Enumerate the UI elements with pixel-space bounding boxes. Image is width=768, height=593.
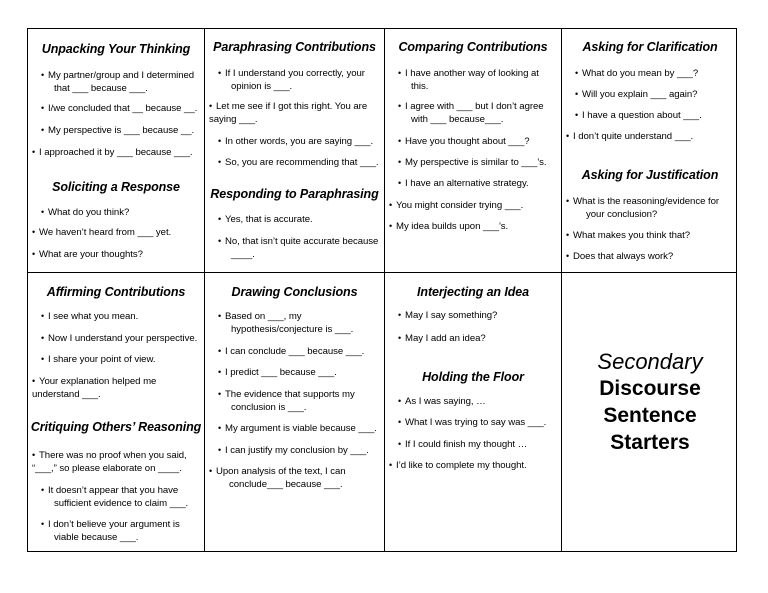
list-item: • My idea builds upon ___’s. bbox=[389, 221, 509, 232]
cell-unpacking-soliciting bbox=[28, 29, 204, 272]
cell-title bbox=[562, 273, 738, 553]
list-item: • My argument is viable because ___. bbox=[218, 423, 377, 434]
list-item: • I/we concluded that __ because __. bbox=[41, 103, 198, 114]
heading-paraphrasing-contributions: Paraphrasing Contributions bbox=[213, 40, 376, 54]
list-item: • As I was saying, … bbox=[398, 396, 486, 407]
list-item: • What is the reasoning/evidence for your conclusion? bbox=[566, 196, 720, 220]
list-item: • I have a question about ___. bbox=[575, 110, 702, 121]
list-item: • We haven’t heard from ___ yet. bbox=[32, 227, 172, 238]
list-item: • May I add an idea? bbox=[398, 333, 486, 344]
heading-unpacking-your-thinking: Unpacking Your Thinking bbox=[41, 42, 191, 56]
list-item: • It doesn’t appear that you have sufficient evidence to claim ___. bbox=[41, 485, 189, 509]
list-item: • I can conclude ___ because ___. bbox=[218, 346, 365, 357]
heading-affirming-contributions: Affirming Contributions bbox=[46, 285, 186, 299]
cell-paraphrasing-responding bbox=[205, 29, 384, 272]
heading-critiquing-others-reasoning: Critiquing Others’ Reasoning bbox=[30, 420, 202, 434]
heading-drawing-conclusions: Drawing Conclusions bbox=[231, 285, 358, 299]
heading-interjecting-an-idea: Interjecting an Idea bbox=[417, 285, 529, 299]
list-item: • There was no proof when you said, “___,” so please elaborate on ____. bbox=[32, 450, 187, 474]
list-item: • I see what you mean. bbox=[41, 311, 139, 322]
list-item: • I have another way of looking at this. bbox=[398, 68, 539, 92]
list-item: • Upon analysis of the text, I can conclude___ because ___. bbox=[209, 466, 346, 490]
list-item: • No, that isn’t quite accurate because ____. bbox=[218, 236, 379, 260]
list-item: • What makes you think that? bbox=[566, 230, 691, 241]
list-item: • What I was trying to say was ___. bbox=[398, 417, 547, 428]
list-item: • I have an alternative strategy. bbox=[398, 178, 529, 189]
list-item: • So, you are recommending that ___. bbox=[218, 157, 379, 168]
list-item: • The evidence that supports my conclusion is ___. bbox=[218, 389, 355, 413]
cell-interjecting-holding bbox=[385, 273, 561, 553]
page-title-line-2: Discourse bbox=[599, 377, 701, 400]
list-item: • What do you mean by ___? bbox=[575, 68, 699, 79]
cell-clarification-justification bbox=[562, 29, 738, 272]
cell-drawing-conclusions bbox=[205, 273, 384, 553]
list-item: • I share your point of view. bbox=[41, 354, 156, 365]
list-item: • Now I understand your perspective. bbox=[41, 333, 198, 344]
list-item: • My partner/group and I determined that ___ because ___. bbox=[41, 70, 195, 94]
list-item: • I don’t quite understand ___. bbox=[566, 131, 694, 142]
cell-affirming-critiquing bbox=[28, 273, 204, 553]
list-item: • What do you think? bbox=[41, 207, 130, 218]
list-item: • I approached it by ___ because ___. bbox=[32, 147, 193, 158]
heading-asking-for-justification: Asking for Justification bbox=[581, 168, 719, 182]
list-item: • You might consider trying ___. bbox=[389, 200, 524, 211]
page-title-line-1: Secondary bbox=[597, 349, 703, 374]
heading-comparing-contributions: Comparing Contributions bbox=[398, 40, 548, 54]
list-item: • If I understand you correctly, your opinion is ___. bbox=[218, 68, 365, 92]
list-item: • In other words, you are saying ___. bbox=[218, 136, 374, 147]
list-item: • My perspective is similar to ___’s. bbox=[398, 157, 547, 168]
page-title-line-3: Sentence bbox=[603, 404, 697, 427]
list-item: • Your explanation helped me understand ___. bbox=[32, 376, 157, 400]
heading-asking-for-clarification: Asking for Clarification bbox=[582, 40, 718, 54]
list-item: • I agree with ___ but I don’t agree with ___ because___. bbox=[398, 101, 544, 125]
list-item: • I don’t believe your argument is viable because ___. bbox=[41, 519, 180, 543]
cell-comparing bbox=[385, 29, 561, 272]
list-item: • I’d like to complete my thought. bbox=[389, 460, 527, 471]
list-item: • I can justify my conclusion by ___. bbox=[218, 445, 369, 456]
list-item: • What are your thoughts? bbox=[32, 249, 143, 260]
list-item: • Yes, that is accurate. bbox=[218, 214, 313, 225]
list-item: • Have you thought about ___? bbox=[398, 136, 530, 147]
heading-holding-the-floor: Holding the Floor bbox=[422, 370, 524, 384]
heading-soliciting-a-response: Soliciting a Response bbox=[52, 180, 180, 194]
list-item: • My perspective is ___ because __. bbox=[41, 125, 195, 136]
heading-responding-to-paraphrasing: Responding to Paraphrasing bbox=[210, 187, 379, 201]
list-item: • May I say something? bbox=[398, 310, 498, 321]
page-title-line-4: Starters bbox=[610, 431, 690, 454]
list-item: • If I could finish my thought … bbox=[398, 439, 528, 450]
list-item: • I predict ___ because ___. bbox=[218, 367, 337, 378]
list-item: • Does that always work? bbox=[566, 251, 674, 262]
sentence-starters-grid bbox=[27, 28, 737, 552]
list-item: • Will you explain ___ again? bbox=[575, 89, 698, 100]
list-item: • Based on ___, my hypothesis/conjecture is ___. bbox=[218, 311, 354, 335]
list-item: • Let me see if I got this right. You are saying ___. bbox=[209, 101, 368, 125]
